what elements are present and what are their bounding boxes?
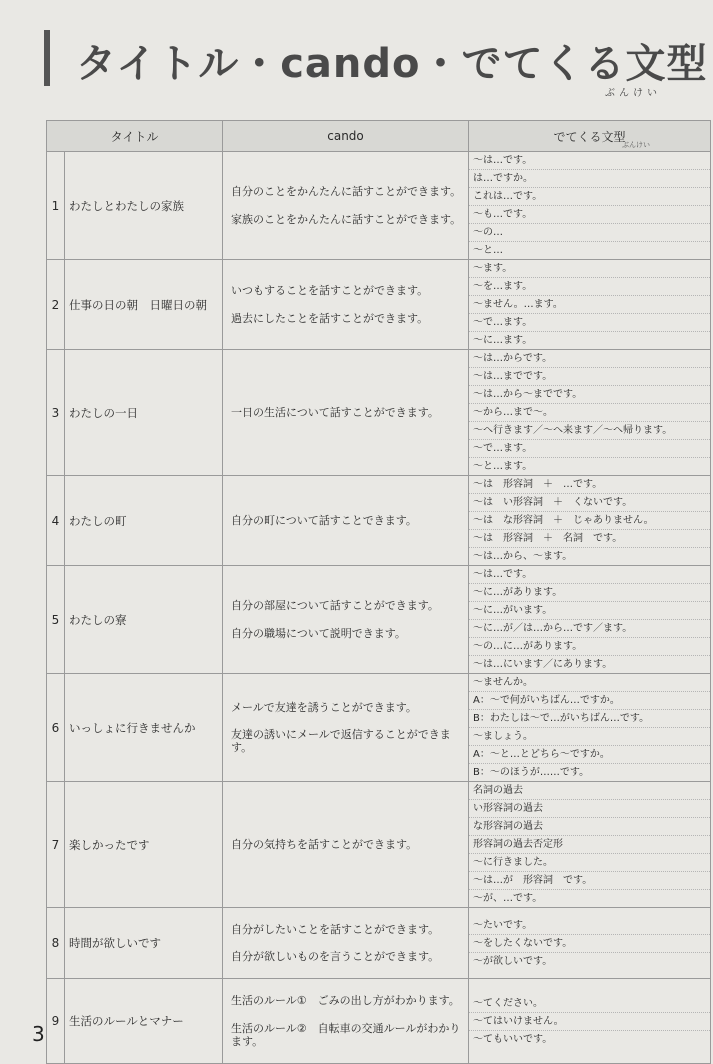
row-title: 仕事の日の朝 日曜日の朝 [65, 260, 223, 350]
grammar-item: は…ですか。 [469, 170, 710, 188]
grammar-item: 〜が、…です。 [473, 893, 543, 904]
cando-item: 自分が欲しいものを言うことができます。 [231, 950, 440, 964]
col-header-title: タイトル [47, 121, 223, 152]
cando-item: メールで友達を誘うことができます。 [231, 700, 417, 714]
grammar-item: 〜は…にいます／にあります。 [473, 659, 613, 670]
table-row [47, 566, 711, 674]
content-table [46, 120, 711, 1064]
grammar-item: 〜に…ます。 [473, 335, 533, 346]
grammar-item: 〜は…までです。 [469, 368, 710, 386]
grammar-item: 〜の…に…があります。 [469, 638, 710, 656]
row-cando [223, 260, 469, 350]
cando-item: 生活のルール① ごみの出し方がわかります。 [231, 994, 460, 1008]
cando-item: 家族のことをかんたんに話すことができます。 [231, 212, 462, 226]
grammar-item: 〜を…ます。 [469, 278, 710, 296]
grammar-item: 〜と…ます。 [473, 461, 533, 472]
row-number: 9 [47, 979, 65, 1064]
col-header-grammar [469, 121, 711, 152]
title-accent-bar [44, 30, 50, 86]
grammar-item: A：〜と…とどちら〜ですか。 [469, 746, 710, 764]
cando-item: 友達の誘いにメールで返信することができます。 [231, 727, 451, 755]
row-number: 1 [47, 152, 65, 260]
grammar-item: 〜と… [473, 245, 504, 256]
grammar-item: 〜は…から、〜ます。 [473, 551, 573, 562]
row-cando [223, 782, 469, 908]
cando-item: 自分のことをかんたんに話すことができます。 [231, 185, 462, 199]
row-title: わたしの一日 [65, 350, 223, 476]
grammar-item: な形容詞の過去 [469, 818, 710, 836]
cando-item: いつもすることを話すことができます。 [231, 284, 429, 298]
page-title: タイトル・cando・でてくる文型 [76, 41, 708, 87]
row-title: 時間が欲しいです [65, 908, 223, 979]
grammar-item: 〜が欲しいです。 [473, 955, 553, 967]
table-row [47, 782, 711, 908]
grammar-item: 〜をしたくないです。 [469, 935, 710, 953]
row-cando [223, 152, 469, 260]
grammar-item: 〜は 形容詞 ＋ 名詞 です。 [469, 530, 710, 548]
grammar-item: 〜は い形容詞 ＋ くないです。 [469, 494, 710, 512]
grammar-item: B：〜のほうが……です。 [473, 767, 590, 778]
grammar-item: B：わたしは〜で…がいちばん…です。 [469, 710, 710, 728]
row-title: わたしの寮 [65, 566, 223, 674]
row-title: わたしとわたしの家族 [65, 152, 223, 260]
row-grammar [469, 152, 711, 260]
cando-item: 自分の職場について説明できます。 [231, 626, 406, 640]
row-cando [223, 566, 469, 674]
row-title: 生活のルールとマナー [65, 979, 223, 1064]
grammar-item: 〜で…ます。 [469, 314, 710, 332]
grammar-item: A：〜で何がいちばん…ですか。 [469, 692, 710, 710]
cando-item: 自分の部屋について話すことができます。 [231, 599, 439, 613]
row-number: 7 [47, 782, 65, 908]
row-number: 3 [47, 350, 65, 476]
table-row [47, 260, 711, 350]
row-grammar [469, 566, 711, 674]
row-grammar [469, 260, 711, 350]
table-header-row [47, 121, 711, 152]
table-row [47, 674, 711, 782]
grammar-item: 〜は 形容詞 ＋ …です。 [469, 476, 710, 494]
grammar-item: 〜は…から〜までです。 [469, 386, 710, 404]
col-header-cando: cando [223, 121, 469, 152]
row-number: 6 [47, 674, 65, 782]
grammar-item: 〜ませんか。 [469, 674, 710, 692]
grammar-item: 〜は…です。 [469, 152, 710, 170]
grammar-item: 〜へ行きます／〜へ来ます／〜へ帰ります。 [469, 422, 710, 440]
row-grammar [469, 979, 711, 1064]
row-title: わたしの町 [65, 476, 223, 566]
grammar-item: 〜たいです。 [469, 917, 710, 935]
grammar-item: これは…です。 [469, 188, 710, 206]
grammar-item: 〜から…まで〜。 [469, 404, 710, 422]
grammar-item: 形容詞の過去否定形 [469, 836, 710, 854]
row-number: 8 [47, 908, 65, 979]
row-number: 5 [47, 566, 65, 674]
cando-item: 自分の町について話すことできます。 [231, 513, 417, 527]
row-grammar [469, 350, 711, 476]
grammar-item: 〜は…です。 [469, 566, 710, 584]
grammar-item: 〜は…が 形容詞 です。 [469, 872, 710, 890]
table-row [47, 350, 711, 476]
cando-item: 生活のルール② 自転車の交通ルールがわかります。 [231, 1021, 461, 1048]
grammar-item: 〜は な形容詞 ＋ じゃありません。 [469, 512, 710, 530]
row-number: 2 [47, 260, 65, 350]
cando-item: 自分の気持ちを話すことができます。 [231, 837, 418, 851]
grammar-item: 〜も…です。 [469, 206, 710, 224]
table-row [47, 476, 711, 566]
grammar-item: 名詞の過去 [469, 782, 710, 800]
title-ruby: ぶんけい [605, 88, 661, 99]
row-grammar [469, 476, 711, 566]
grammar-item: 〜に…が／は…から…です／ます。 [469, 620, 710, 638]
grammar-item: 〜の… [469, 224, 710, 242]
col-header-grammar-label: でてくる文型 [553, 129, 626, 144]
grammar-item: 〜てはいけません。 [469, 1013, 710, 1031]
cando-item: 一日の生活について話すことができます。 [231, 405, 439, 419]
grammar-item: 〜は…からです。 [469, 350, 710, 368]
grammar-item: 〜ません。…ます。 [469, 296, 710, 314]
grammar-item: 〜に…があります。 [469, 584, 710, 602]
table-row [47, 908, 711, 979]
row-grammar [469, 674, 711, 782]
row-grammar [469, 908, 711, 979]
row-cando [223, 476, 469, 566]
row-grammar [469, 782, 711, 908]
grammar-item: 〜で…ます。 [469, 440, 710, 458]
row-cando [223, 350, 469, 476]
row-title: 楽しかったです [65, 782, 223, 908]
grammar-item: 〜てください。 [469, 995, 710, 1013]
row-number: 4 [47, 476, 65, 566]
row-cando [223, 979, 469, 1064]
grammar-item: い形容詞の過去 [469, 800, 710, 818]
grammar-item: 〜に…がいます。 [469, 602, 710, 620]
row-cando [223, 674, 469, 782]
cando-item: 自分がしたいことを話すことができます。 [231, 923, 440, 936]
grammar-item: 〜に行きました。 [469, 854, 710, 872]
row-cando [223, 908, 469, 979]
grammar-item: 〜てもいいです。 [473, 1033, 553, 1045]
grammar-item: 〜ます。 [469, 260, 710, 278]
table-row [47, 979, 711, 1064]
grammar-item: 〜ましょう。 [469, 728, 710, 746]
col-header-ruby: ぶんけい [622, 141, 651, 149]
cando-item: 過去にしたことを話すことができます。 [231, 311, 429, 325]
row-title: いっしょに行きませんか [65, 674, 223, 782]
table-row [47, 152, 711, 260]
page-number: 3 [32, 1022, 45, 1046]
